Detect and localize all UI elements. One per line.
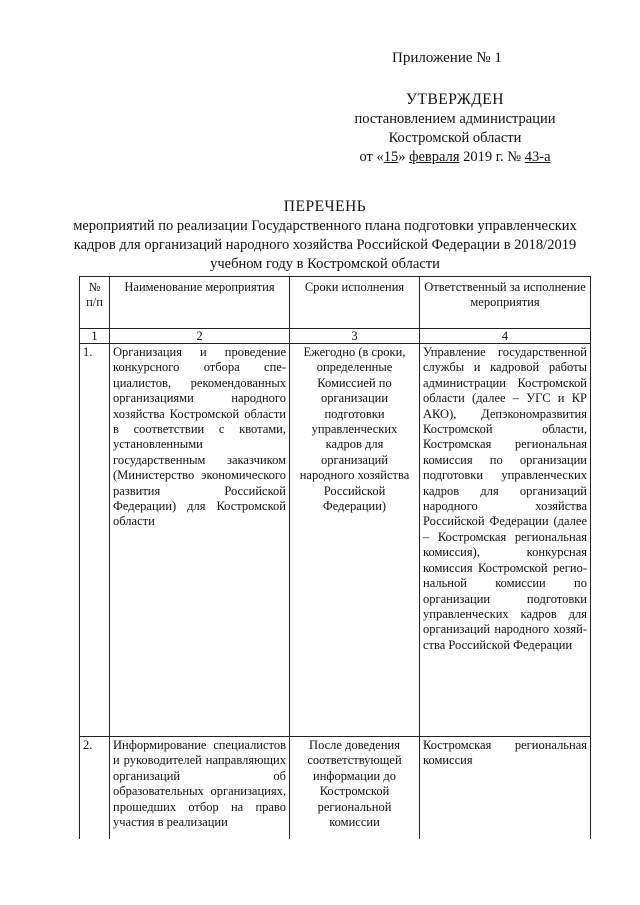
row-term: После доведения соответствующей информации до Костромской региональной комиссии <box>290 737 420 840</box>
row-activity: Информирование специалистов и руководителей направляющих организаций об образовательных организациях, прошедших отбор на право участия в реализации <box>110 737 290 840</box>
document-heading <box>60 197 590 274</box>
approved-stamp: УТВЕРЖДЕН <box>406 91 504 108</box>
appendix-label: Приложение № 1 <box>392 50 502 66</box>
column-number: 4 <box>420 329 591 344</box>
row-activity: Организация и проведение конкурсного отбора специалистов, рекомендованных организациями народного хозяйства Костромской области в соответствии с квотами, установленными государственным заказчиком (Министерство экономического развития Российской Федерации) для Костромской области <box>110 344 290 737</box>
column-number: 3 <box>290 329 420 344</box>
column-header-name: Наименование мероприятия <box>110 277 290 329</box>
row-term: Ежегодно (в сроки, определенные Комиссией по организации подготовки управленческих кадров для организаций народного хозяйства Российской Федерации) <box>290 344 420 737</box>
document-subtitle: мероприятий по реализации Государственного плана подготовки управленческих кадров для организаций народного хозяйства Российской Федерации в 2018/2019 учебном году в Костромской области <box>73 218 577 272</box>
table-row <box>80 737 591 840</box>
date-prefix: от « <box>359 149 384 165</box>
column-number: 2 <box>110 329 290 344</box>
approval-date <box>340 148 570 167</box>
date-month: февраля <box>409 149 460 165</box>
row-number: 1. <box>80 344 110 737</box>
date-mid: » <box>398 149 410 165</box>
row-number: 2. <box>80 737 110 840</box>
date-number: 43-а <box>524 149 551 165</box>
row-responsible: Костромская региональная комиссия <box>420 737 591 840</box>
date-year: 2019 г. № <box>459 149 525 165</box>
column-numbers-row <box>80 329 591 344</box>
column-header-number: № п/п <box>80 277 110 329</box>
column-header-responsible: Ответственный за исполнение мероприятия <box>420 277 591 329</box>
row-responsible: Управление государственной службы и кадровой работы администрации Костромской области (далее – УГС и КР АКО), Депэкономразвития Костромской области, Костромская региональная комиссия по организации подготовки управленческих кадров для организаций народного хозяйства Российской Федерации (далее – Костромская региональная комиссия), конкурсная комиссия Костромской региональной комиссии по организации подготовки управленческих кадров для организаций народного хозяйства Российской Федерации <box>420 344 591 737</box>
approval-line-1: постановлением администрации <box>354 111 556 127</box>
approval-block <box>340 90 570 167</box>
plan-table <box>79 276 591 839</box>
table-header-row <box>80 277 591 329</box>
table-row <box>80 344 591 737</box>
column-number: 1 <box>80 329 110 344</box>
document-title: ПЕРЕЧЕНЬ <box>283 198 367 215</box>
date-day: 15 <box>383 149 399 165</box>
column-header-term: Сроки исполнения <box>290 277 420 329</box>
approval-line-2: Костромской области <box>388 130 522 146</box>
